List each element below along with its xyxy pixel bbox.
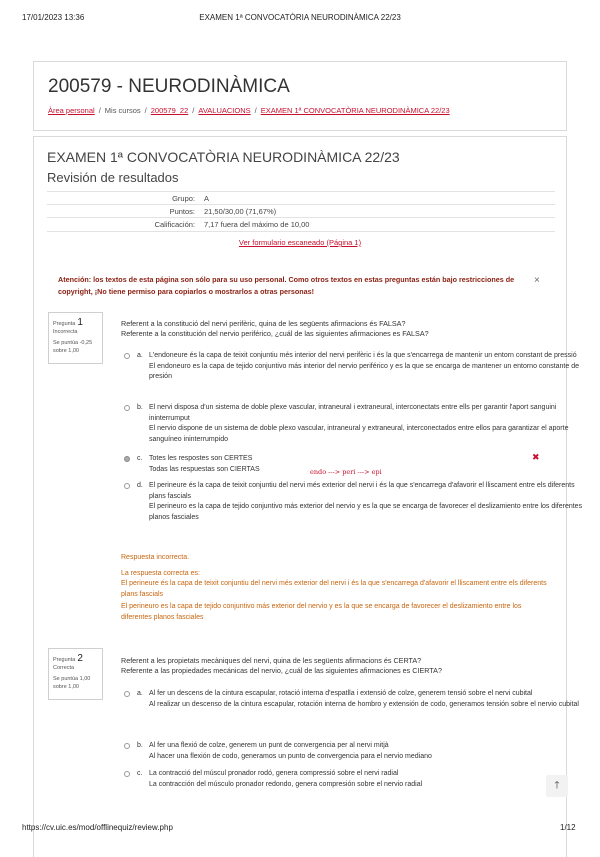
summary-value: 21,50/30,00 (71,67%) — [204, 207, 277, 216]
option-text-es: Al realizar un descenso de la cintura escapular, rotación interna de hombro y extensión de codo, generamos tensión sobre el nervio cubital — [149, 700, 579, 708]
option-text-es: El endoneuro es la capa de tejido conjuntivo más interior del nervio periférico y es la que se encarga de mantener un entorno constante de presión — [149, 362, 579, 380]
feedback-correct-label: La respuesta correcta es: — [121, 570, 200, 577]
breadcrumb-area-personal[interactable]: Àrea personal — [48, 106, 95, 115]
question-points: Se puntúa -0,25 sobre 1,00 — [53, 340, 93, 354]
question-info-1 — [48, 312, 103, 364]
option-text-es: La contracción del músculo pronador redondo, genera compresión sobre el nervio radial — [149, 780, 423, 788]
breadcrumb — [48, 106, 450, 115]
scroll-top-icon[interactable]: 🡑 — [546, 775, 568, 797]
feedback-result: Respuesta incorrecta. — [121, 554, 190, 561]
option-text-es: El nervio dispone de un sistema de doble plexo vascular, intraneural y extraneural, interconectados entre ellos para garantizar el aporte sanguíneo ininterrumpido — [149, 425, 569, 443]
option-text-ca: La contracció del múscul pronador rodó, genera compressió sobre el nervi radial — [149, 770, 399, 777]
radio-button-selected[interactable] — [124, 456, 130, 462]
exam-title: EXAMEN 1ª CONVOCATÒRIA NEURODINÀMICA 22/23 — [47, 149, 400, 165]
handwritten-note: endo ---> peri ---> epi — [310, 468, 382, 476]
option-text-ca: El nervi disposa d'un sistema de doble plexe vascular, intraneural i extraneural, interconectats entre ells per garantir l'aport sanguini ininterrumput — [149, 404, 557, 422]
breadcrumb-mis-cursos: Mis cursos — [104, 106, 141, 115]
summary-label: Puntos: — [169, 207, 195, 216]
summary-divider — [47, 231, 555, 232]
breadcrumb-separator: / — [98, 106, 101, 115]
option-text-ca: Al fer una flexió de colze, generem un punt de convergencia per al nervi mitjà — [149, 742, 389, 749]
breadcrumb-separator: / — [254, 106, 257, 115]
option-text-ca: El perineure és la capa de teixit conjuntiu del nervi més exterior del nervi i és la que s'encarrega d'afavorir el lliscament entre els diferents plans fascials — [149, 482, 575, 500]
close-icon[interactable]: × — [534, 275, 540, 286]
option-text-es: El perineuro es la capa de tejido conjuntivo más exterior del nervio y es la que se encarga de favorecer el deslizamiento entre los diferentes planos fasciales — [149, 503, 583, 521]
feedback-correct-ca: El perineure és la capa de teixit conjuntiu del nervi més exterior del nervi i és la que s'encarrega d'afavorir el lliscament entre els diferents plans fascials — [121, 580, 547, 598]
radio-button[interactable] — [124, 353, 130, 359]
radio-button[interactable] — [124, 743, 130, 749]
radio-button[interactable] — [124, 691, 130, 697]
radio-button[interactable] — [124, 483, 130, 489]
breadcrumb-course[interactable]: 200579_22 — [150, 106, 189, 115]
summary-label: Calificación: — [154, 220, 195, 229]
question-info-2 — [48, 648, 103, 700]
option-text-ca: Al fer un descens de la cintura escapular, rotació interna d'espatlla i extensió de colze, generem tensió sobre el nervi cubital — [149, 690, 533, 697]
question-status: Correcta — [53, 665, 75, 671]
summary-value: 7,17 fuera del máximo de 10,00 — [204, 220, 310, 229]
summary-divider — [47, 217, 555, 218]
summary-divider — [47, 204, 555, 205]
option-text-ca: L'endoneure és la capa de teixit conjuntiu més interior del nervi perifèric i és la que s'encarrega de mantenir un entorn constant de pressió — [149, 352, 577, 359]
print-url: https://cv.uic.es/mod/offlinequiz/review.php — [22, 823, 173, 832]
print-datetime: 17/01/2023 13:36 — [22, 13, 85, 22]
breadcrumb-separator: / — [192, 106, 195, 115]
question-number: Pregunta 1 — [53, 317, 83, 328]
breadcrumb-exam[interactable]: EXAMEN 1ª CONVOCATÒRIA NEURODINÀMICA 22/23 — [260, 106, 450, 115]
summary-label: Grupo: — [172, 194, 195, 203]
question-status: Incorrecta — [53, 329, 78, 335]
question-text-ca: Referent a la constitució del nervi perifèric, quina de les següents afirmacions és FALSA? — [121, 319, 406, 328]
question-text-ca: Referent a les propietats mecàniques del nervi, quina de les següents afirmacions és CERTA? — [121, 656, 422, 665]
breadcrumb-avaluacions[interactable]: AVALUACIONS — [198, 106, 251, 115]
option-text-es: Al hacer una flexión de codo, generamos un punto de convergencia para el nervio mediano — [149, 752, 432, 760]
option-text-ca: Totes les respostes son CERTES — [149, 455, 253, 462]
radio-button[interactable] — [124, 405, 130, 411]
breadcrumb-separator: / — [144, 106, 147, 115]
summary-value: A — [204, 194, 210, 203]
option-text-es: Todas las respuestas son CIERTAS — [149, 465, 260, 473]
question-text-es: Referente a las propiedades mecánicas del nervio, ¿cuál de las siguientes afirmaciones es CIERTA? — [121, 666, 442, 675]
question-number: Pregunta 2 — [53, 653, 83, 664]
course-title: 200579 - NEURODINÀMICA — [48, 76, 290, 97]
print-page-number: 1/12 — [560, 823, 576, 832]
print-title: EXAMEN 1ª CONVOCATÒRIA NEURODINÀMICA 22/23 — [199, 13, 401, 22]
question-text-es: Referente a la constitución del nervio periférico, ¿cuál de las siguientes afirmaciones es FALSA? — [121, 329, 429, 338]
incorrect-icon: ✖ — [532, 452, 540, 462]
review-subtitle: Revisión de resultados — [47, 170, 179, 185]
scanned-form-link[interactable]: Ver formulario escaneado (Página 1) — [238, 238, 362, 247]
radio-button[interactable] — [124, 771, 130, 777]
summary-divider — [47, 191, 555, 192]
copyright-alert: Atención: los textos de esta página son sólo para su uso personal. Como otros textos en estas preguntas están bajo restricciones de copyright, ¡No tiene permiso para copiarlos o mostrarlos a otras personas! — [58, 275, 515, 296]
question-points: Se puntúa 1,00 sobre 1,00 — [53, 676, 91, 690]
feedback-correct-es: El perineuro es la capa de tejido conjuntivo más exterior del nervio y es la que se encarga de favorecer el deslizamiento entre los diferentes planos fasciales — [121, 603, 522, 621]
